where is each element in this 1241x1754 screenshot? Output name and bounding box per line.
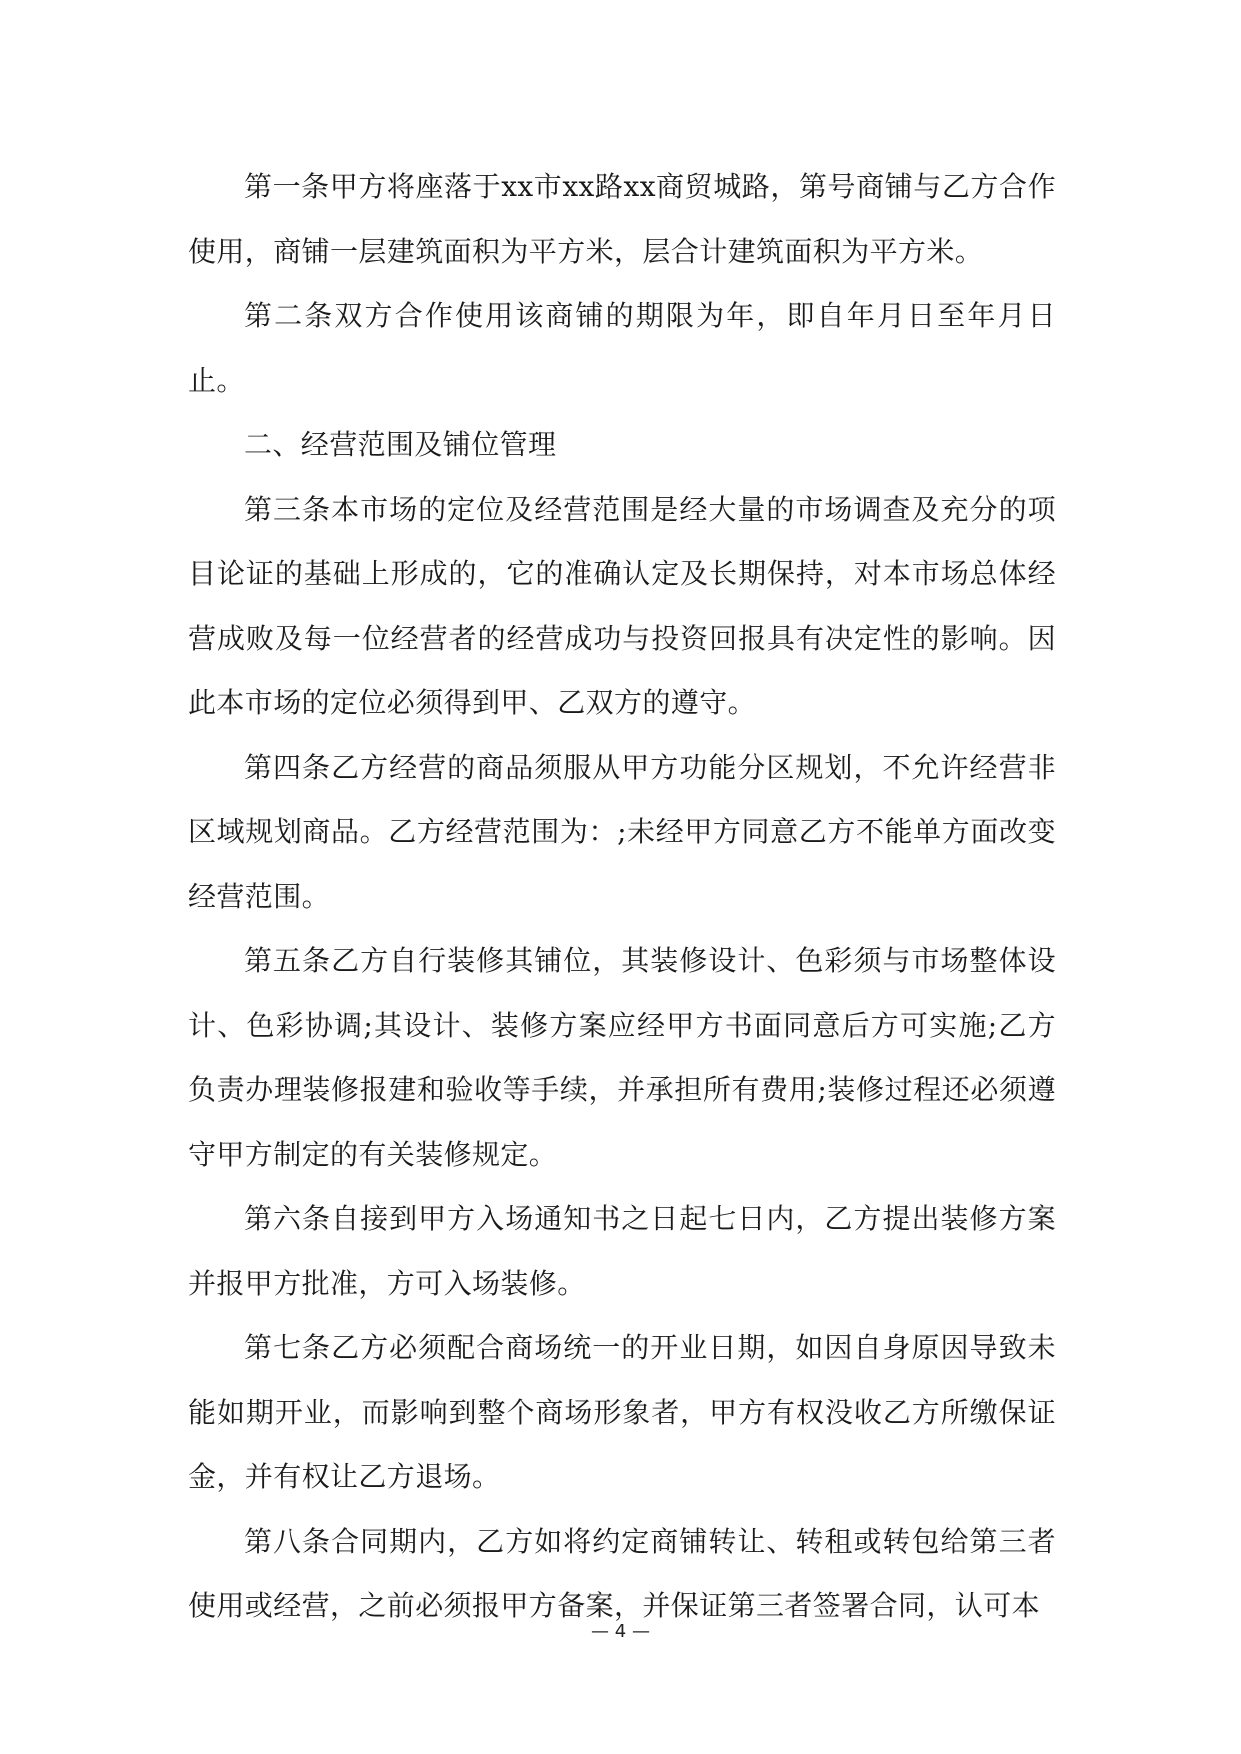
paragraph-article-7: 第七条乙方必须配合商场统一的开业日期，如因自身原因导致未能如期开业，而影响到整个商场形象者，甲方有权没收乙方所缴保证金，并有权让乙方退场。 [188,1331,1056,1493]
paragraph-article-4: 第四条乙方经营的商品须服从甲方功能分区规划，不允许经营非区域规划商品。乙方经营范围为：;未经甲方同意乙方不能单方面改变经营范围。 [188,750,1056,913]
paragraph-article-1: 第一条甲方将座落于xx市xx路xx商贸城路，第号商铺与乙方合作使用，商铺一层建筑面积为平方米，层合计建筑面积为平方米。 [188,170,1056,268]
paragraph-article-6: 第六条自接到甲方入场通知书之日起七日内，乙方提出装修方案并报甲方批准，方可入场装修。 [188,1202,1056,1300]
section-heading-business-scope: 二、经营范围及铺位管理 [244,428,557,461]
document-body [188,155,1056,1639]
paragraph-article-8: 第八条合同期内，乙方如将约定商铺转让、转租或转包给第三者使用或经营，之前必须报甲方备案，并保证第三者签署合同，认可本 [188,1524,1056,1622]
paragraph-article-5: 第五条乙方自行装修其铺位，其装修设计、色彩须与市场整体设计、色彩协调;其设计、装修方案应经甲方书面同意后方可实施;乙方负责办理装修报建和验收等手续，并承担所有费用;装修过程还必须遵守甲方制定的有关装修规定。 [188,944,1056,1171]
page-number: — 4 — [591,1621,650,1642]
paragraph-article-3: 第三条本市场的定位及经营范围是经大量的市场调查及充分的项目论证的基础上形成的，它的准确认定及长期保持，对本市场总体经营成败及每一位经营者的经营成功与投资回报具有决定性的影响。因此本市场的定位必须得到甲、乙双方的遵守。 [188,492,1056,719]
paragraph-article-2: 第二条双方合作使用该商铺的期限为年，即自年月日至年月日止。 [188,299,1056,397]
